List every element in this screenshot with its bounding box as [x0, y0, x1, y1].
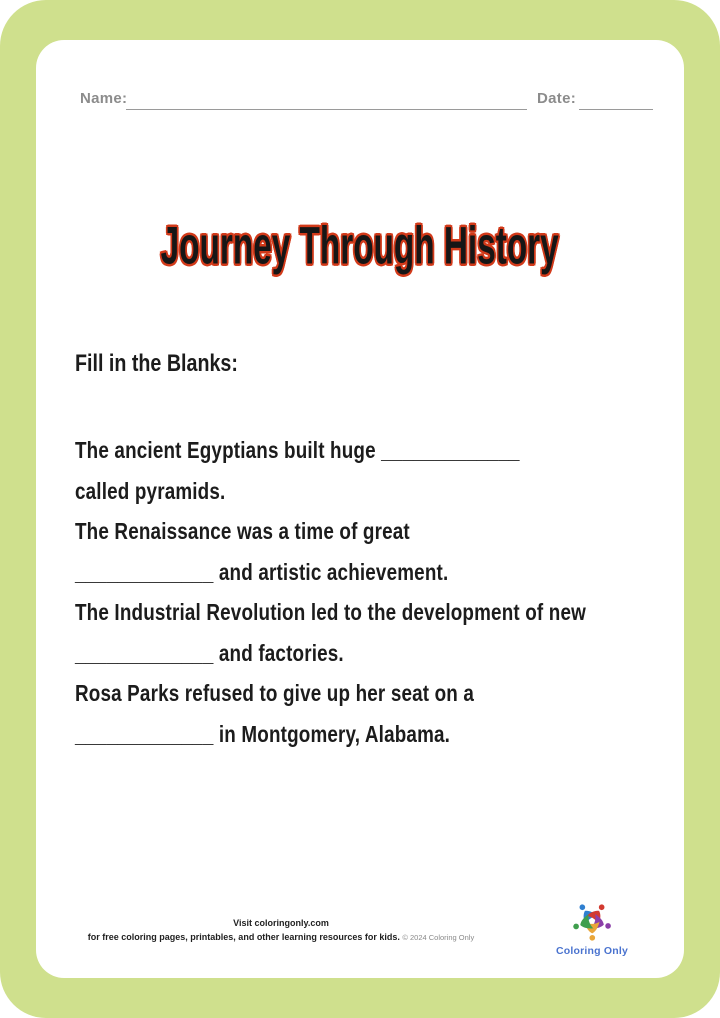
worksheet-line: The ancient Egyptians built huge _____________ [75, 437, 520, 463]
date-input-line[interactable] [579, 90, 653, 110]
footer [56, 916, 506, 945]
page-title-text: Journey Through History [160, 217, 560, 276]
section-heading: Fill in the Blanks: [75, 350, 238, 377]
name-input-line[interactable] [126, 90, 527, 110]
worksheet-line: Rosa Parks refused to give up her seat on a [75, 680, 475, 706]
date-label: Date: [537, 90, 577, 107]
name-label: Name: [80, 90, 128, 107]
worksheet-body [75, 430, 682, 754]
worksheet-line: _____________ in Montgomery, Alabama. [75, 720, 451, 747]
worksheet-line: The Renaissance was a time of great [75, 518, 410, 544]
worksheet-card [36, 40, 684, 978]
footer-visit-line: Visit coloringonly.com [233, 918, 329, 928]
page-title [36, 216, 684, 276]
footer-copyright: © 2024 Coloring Only [402, 933, 475, 942]
coloring-only-logo [550, 898, 634, 957]
coloring-only-logo-text: Coloring Only [555, 945, 628, 957]
worksheet-line: The Industrial Revolution led to the development of new [75, 599, 586, 625]
worksheet-line: _____________ and artistic achievement. [75, 558, 449, 585]
footer-info-line [56, 930, 506, 945]
coloring-only-logo-icon [564, 898, 620, 944]
worksheet-line: called pyramids. [75, 477, 226, 504]
worksheet-line: _____________ and factories. [75, 639, 344, 666]
footer-info-text: for free coloring pages, printables, and other learning resources for kids. [87, 932, 400, 942]
